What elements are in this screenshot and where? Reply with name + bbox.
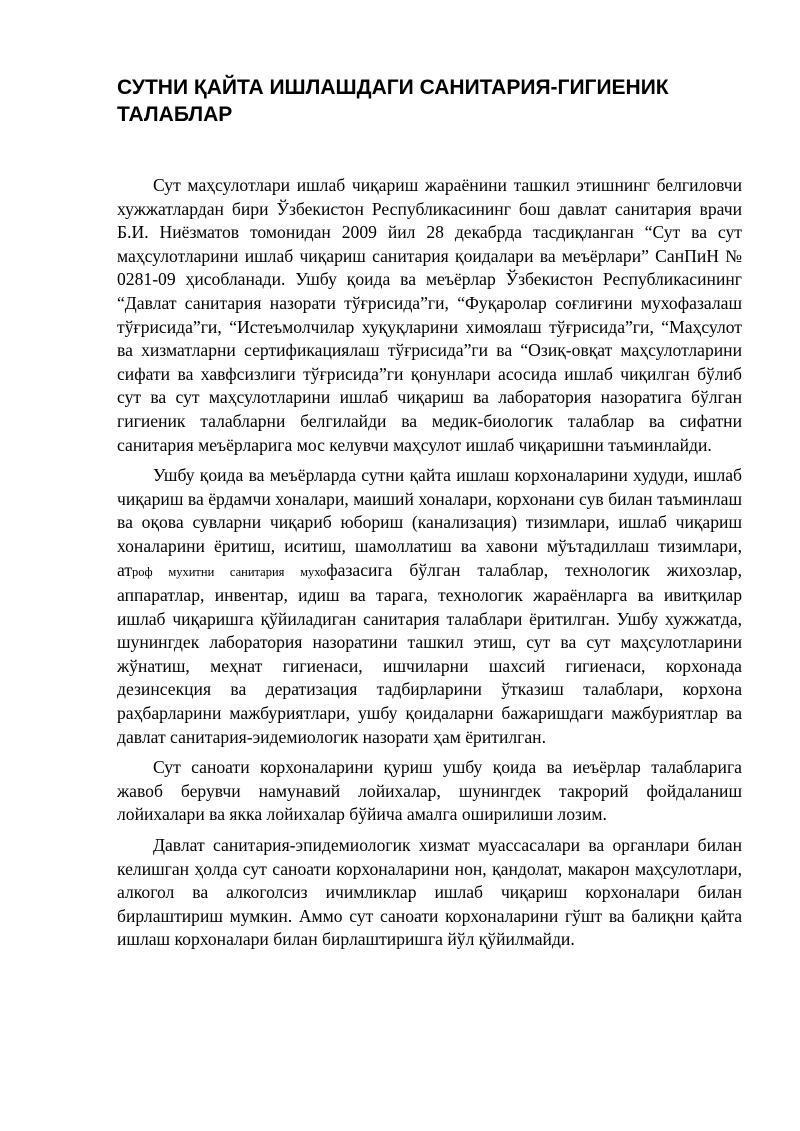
paragraph-2-text-b: фазасига бўлган талаблар, технологик жихозлар, аппаратлар, инвентар, идиш ва тарага, технологик жараёнларга ва ивитқилар ишлаб чиқаришга қўйиладиган санитария талаблари ёритилган. Ушбу хужжатда, шунингдек лаборатория назоратини ташкил этиш, сут ва сут маҳсулотларини жўнатиш, меҳнат гигиенаси, ишчиларни шахсий гигиенаси, корхонада дезинсекция ва дератизация тадбирларини ўтказиш талаблари, корхона раҳбарларини мажбуриятлари, ушбу қоидаларни бажаришдаги мажбуриятлар ва давлат санитария-эидемиологик назорати ҳам ёритилган. <box>117 559 742 747</box>
paragraph-2 <box>117 464 742 749</box>
document-title: СУТНИ ҚАЙТА ИШЛАШДАГИ САНИТАРИЯ-ГИГИЕНИК ТАЛАБЛАР <box>117 76 669 126</box>
paragraph-1: Сут маҳсулотлари ишлаб чиқариш жараёнини ташкил этишнинг белгиловчи хужжатлардан бири Ўзбекистон Республикасининг бош давлат санитария врачи Б.И. Ниёзматов томонидан 2009 йил 28 декабрда тасдиқланган “Сут ва сут маҳсулотларини ишлаб чиқариш санитария қоидалари ва меъёрлари” СанПиН № 0281-09 ҳисобланади. Ушбу қоида ва меъёрлар Ўзбекистон Республикасининг “Давлат санитария назорати тўғрисида”ги, “Фуқаролар соғлиғини мухофазалаш тўғрисида”ги, “Истеъмолчилар хуқуқларини химоялаш тўғрисида”ги, “Маҳсулот ва хизматларни сертификациялаш тўғрисида”ги ва “Озиқ-овқат маҳсулотларини сифати ва хавфсизлиги тўғрисида”ги қонунлари асосида ишлаб чиқилган бўлиб сут ва сут маҳсулотларини ишлаб чиқариш ва лаборатория назоратига бўлган гигиеник талабларни белгилайди ва медик-биологик талаблар ва сифатни санитария меъёрларига мос келувчи маҳсулот ишлаб чиқаришни таъминлайди. <box>117 175 742 455</box>
paragraph-3: Сут саноати корхоналарини қуриш ушбу қоида ва иеъёрлар талабларига жавоб берувчи намунавий лойихалар, шунингдек такрорий фойдаланиш лойихалари ва якка лойихалар бўйича амалга оширилиши лозим. <box>117 757 742 825</box>
document-body <box>117 174 742 959</box>
paragraph-2-small-text: роф мухитни санитария мухо <box>132 564 327 579</box>
paragraph-2-text-a: Ушбу қоида ва меъёрларда сутни қайта ишлаш корхоналарини худуди, ишлаб чиқариш ва ёрдамчи хоналари, маиший хоналари, корхонани сув билан таъминлаш ва оқова сувларни чиқариб юбориш (канализация) тизимлари, ишлаб чиқариш хоналарини ёритиш, иситиш, шамоллатиш ва хавони мўътадиллаш тизимлари, ат <box>117 465 742 580</box>
paragraph-4: Давлат санитария-эпидемиологик хизмат муассасалари ва органлари билан келишган ҳолда сут саноати корхоналарини нон, қандолат, макарон маҳсулотлари, алкогол ва алкоголсиз ичимликлар ишлаб чиқариш корхоналари билан бирлаштириш мумкин. Аммо сут саноати корхоналарини гўшт ва балиқни қайта ишлаш корхоналари билан бирлаштиришга йўл қўйилмайди. <box>117 835 742 950</box>
